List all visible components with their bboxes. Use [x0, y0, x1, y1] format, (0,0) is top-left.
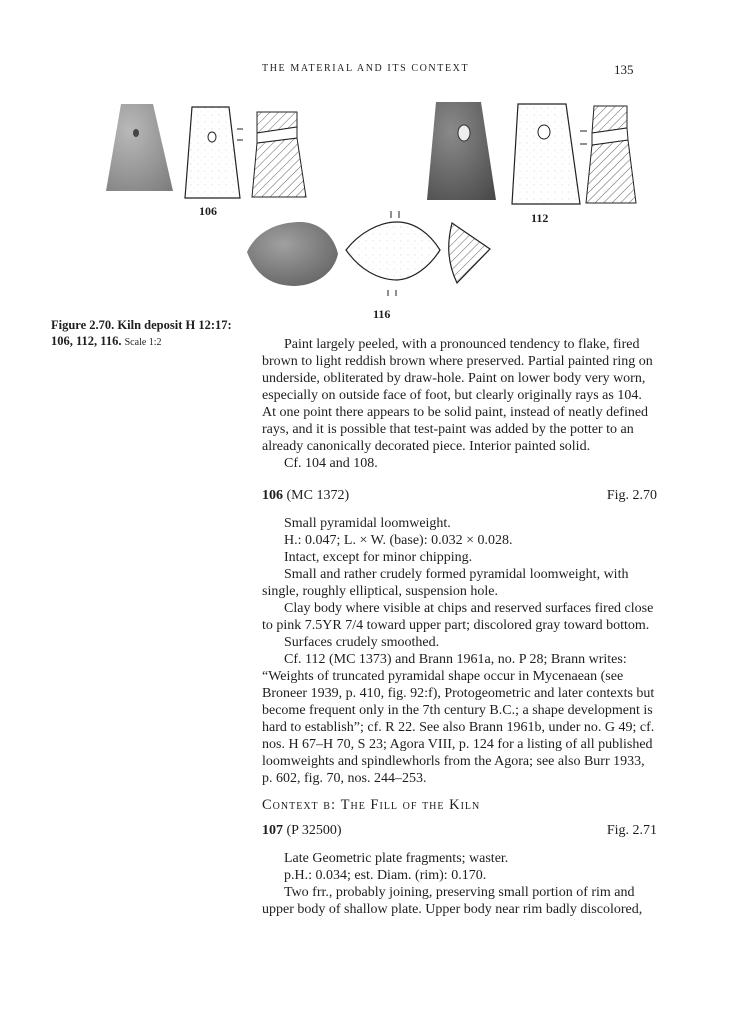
entry-number: 106	[262, 488, 283, 503]
caption-title: Figure 2.70. Kiln deposit H 12:17:	[51, 318, 232, 332]
entry-line: Small pyramidal loomweight.	[284, 516, 451, 531]
entry-inventory: (MC 1372)	[286, 488, 350, 503]
paragraph: Paint largely peeled, with a pronounced tendency to flake, fired brown to light reddish brown where preserved. Partial painted ring on underside, obliterated by draw-hole. Paint on lower body very worn, especially on outside face of foot, but clearly originally rays as 104. At one point there appears to be solid paint, instead of neatly defined rays, and it is possible that test-paint was added by the potter to an already canonically decorated piece. Interior painted solid.	[262, 337, 653, 454]
figure-label-106: 106	[199, 204, 217, 218]
figure-caption	[51, 317, 256, 351]
entry-line: Two frr., probably joining, preserving small portion of rim and upper body of shallow plate. Upper body near rim badly discolored,	[262, 885, 643, 917]
entry-line: Clay body where visible at chips and reserved surfaces fired close to pink 7.5YR 7/4 toward upper part; discolored gray toward bottom.	[262, 601, 654, 633]
figure-label-112: 112	[531, 211, 549, 225]
section-heading: Context β: The Fill of the Kiln	[262, 797, 481, 813]
entry-figure-ref: Fig. 2.71	[606, 823, 657, 838]
entry-inventory: (P 32500)	[286, 823, 342, 838]
entry-106-body	[262, 515, 657, 787]
caption-scale: Scale 1:2	[124, 337, 162, 348]
loomweight-106-photo	[0, 0, 745, 320]
entry-figure-ref: Fig. 2.70	[606, 488, 657, 503]
main-text	[262, 336, 657, 472]
entry-number: 107	[262, 823, 283, 838]
entry-line: Surfaces crudely smoothed.	[284, 635, 440, 650]
page-number: 135	[614, 62, 634, 77]
caption-objects: 106, 112, 116.	[51, 334, 122, 348]
entry-line: Cf. 112 (MC 1373) and Brann 1961a, no. P 28; Brann writes: “Weights of truncated pyramidal shape occur in Mycenaean (see Broneer 1939, p. 410, fig. 92:f), Protogeometric and later contexts but become frequent only in the 7th century B.C.; a shape development is hard to establish”; cf. R 22. See also Brann 1961b, under no. G 49; cf. nos. H 67–H 70, S 23; Agora VIII, p. 124 for a listing of all published loomweights and spindlewhorls from the Agora; see also Burr 1933, p. 602, fig. 70, nos. 244–253.	[262, 652, 655, 786]
entry-106-header	[262, 487, 657, 504]
entry-107-header	[262, 822, 657, 839]
entry-107-body	[262, 850, 657, 918]
entry-line: H.: 0.047; L. × W. (base): 0.032 × 0.028.	[284, 533, 513, 548]
entry-line: Late Geometric plate fragments; waster.	[284, 851, 509, 866]
entry-line: Intact, except for minor chipping.	[284, 550, 473, 565]
figure-label-116: 116	[373, 307, 391, 321]
running-title: THE MATERIAL AND ITS CONTEXT	[262, 63, 470, 74]
entry-line: Small and rather crudely formed pyramidal loomweight, with single, roughly elliptical, suspension hole.	[262, 567, 629, 599]
cross-reference: Cf. 104 and 108.	[284, 456, 378, 471]
entry-line: p.H.: 0.034; est. Diam. (rim): 0.170.	[284, 868, 487, 883]
